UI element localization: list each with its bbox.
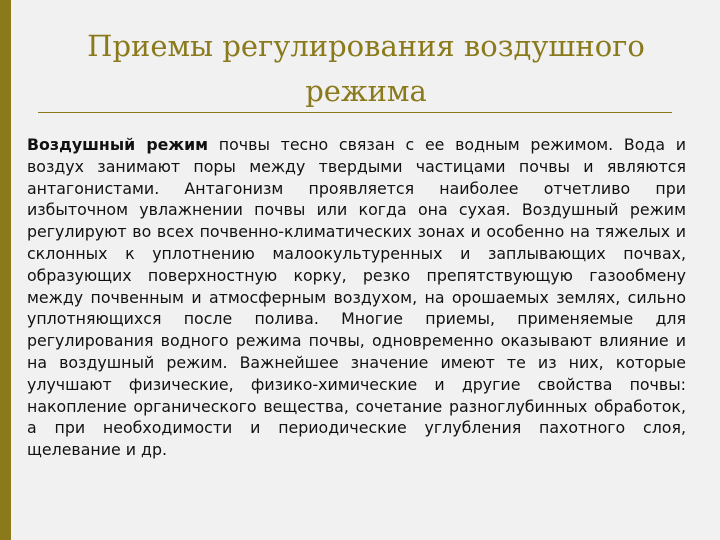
slide-title: Приемы регулирования воздушного режима bbox=[87, 29, 645, 108]
body-text: почвы тесно связан с ее водным режимом. Вода и воздух занимают поры между твердыми частицами почвы и являются антагонистами. Антагонизм проявляется наиболее отчетливо при избыточном увлажнении почвы или когда она сухая. Воздушный режим регулируют во всех почвенно-климатических зонах и особенно на тяжелых и склонных к уплотнению малоокультуренных и заплывающих почвах, образующих поверхностную корку, резко препятствующую газообмену между почвенным и атмосферным воздухом, на орошаемых землях, сильно уплотняющихся после полива. Многие приемы, применяемые для регулирования водного режима почвы, одновременно оказывают влияние и на воздушный режим. Важнейшее значение имеют те из них, которые улучшают физические, физико-химические и другие свойства почвы: накопление органического вещества, сочетание разноглубинных обработок, а при необходимости и периодические углубления пахотного слоя, щелевание и др. bbox=[27, 135, 686, 460]
title-underline bbox=[38, 112, 672, 113]
left-accent-bar bbox=[0, 0, 11, 540]
body-paragraph bbox=[27, 134, 686, 461]
lead-term: Воздушный режим bbox=[27, 135, 209, 154]
